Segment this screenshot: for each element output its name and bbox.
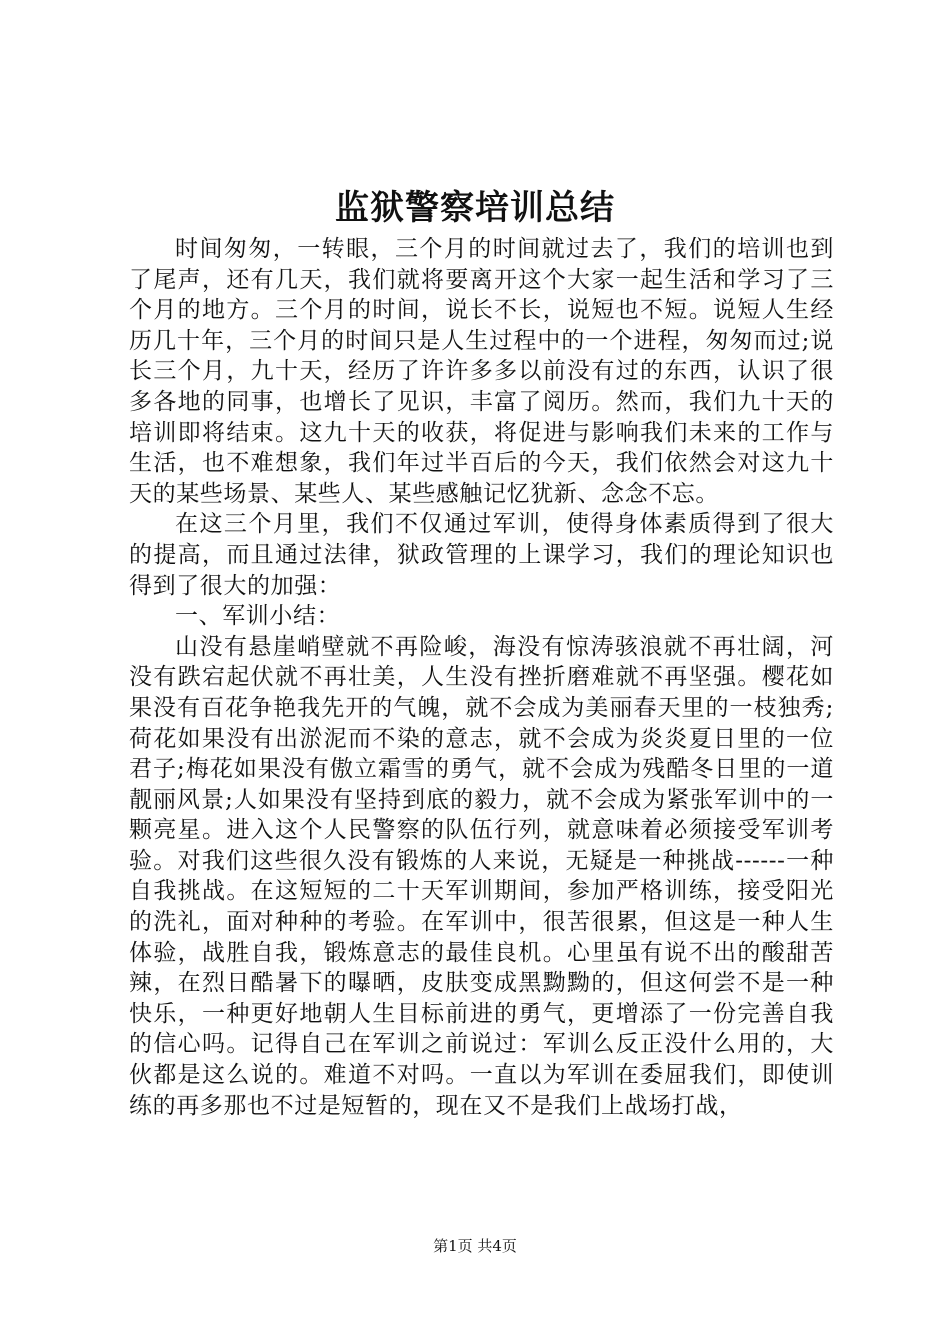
- paragraph-intro: 时间匆匆，一转眼，三个月的时间就过去了，我们的培训也到了尾声，还有几天，我们就将要离开这个大家一起生活和学习了三个月的地方。三个月的时间，说长不长，说短也不短。说短人生经历几十年，三个月的时间只是人生过程中的一个进程，匆匆而过;说长三个月，九十天，经历了许许多多以前没有过的东西，认识了很多各地的同事，也增长了见识，丰富了阅历。然而，我们九十天的培训即将结束。这九十天的收获，将促进与影响我们未来的工作与生活，也不难想象，我们年过半百后的今天，我们依然会对这九十天的某些场景、某些人、某些感触记忆犹新、念念不忘。: [129, 236, 834, 507]
- page-number-footer: 第1页 共4页: [433, 1237, 517, 1255]
- paragraph-military-training: 山没有悬崖峭壁就不再险峻，海没有惊涛骇浪就不再壮阔，河没有跌宕起伏就不再壮美，人生没有挫折磨难就不再坚强。樱花如果没有百花争艳我先开的气魄，就不会成为美丽春天里的一枝独秀;荷花如果没有出淤泥而不染的意志，就不会成为炎炎夏日里的一位君子;梅花如果没有傲立霜雪的勇气，就不会成为残酷冬日里的一道靓丽风景;人如果没有坚持到底的毅力，就不会成为紧张军训中的一颗亮星。进入这个人民警察的队伍行列，就意味着必须接受军训考验。对我们这些很久没有锻炼的人来说，无疑是一种挑战------一种自我挑战。在这短短的二十天军训期间，参加严格训练，接受阳光的洗礼，面对种种的考验。在军训中，很苦很累，但这是一种人生体验，战胜自我，锻炼意志的最佳良机。心里虽有说不出的酸甜苦辣，在烈日酷暑下的曝晒，皮肤变成黑黝黝的，但这何尝不是一种快乐，一种更好地朝人生目标前进的勇气，更增添了一份完善自我的信心吗。记得自己在军训之前说过：军训么反正没什么用的，大伙都是这么说的。难道不对吗。一直以为军训在委屈我们，即使训练的再多那也不过是短暂的，现在又不是我们上战场打战，: [129, 633, 834, 1119]
- paragraph-training-gains: 在这三个月里，我们不仅通过军训，使得身体素质得到了很大的提高，而且通过法律，狱政管理的上课学习，我们的理论知识也得到了很大的加强：: [129, 511, 834, 599]
- document-title: 监狱警察培训总结: [335, 188, 615, 228]
- document-body: [129, 234, 834, 1121]
- section-heading-military-training: 一、军训小结：: [175, 603, 341, 630]
